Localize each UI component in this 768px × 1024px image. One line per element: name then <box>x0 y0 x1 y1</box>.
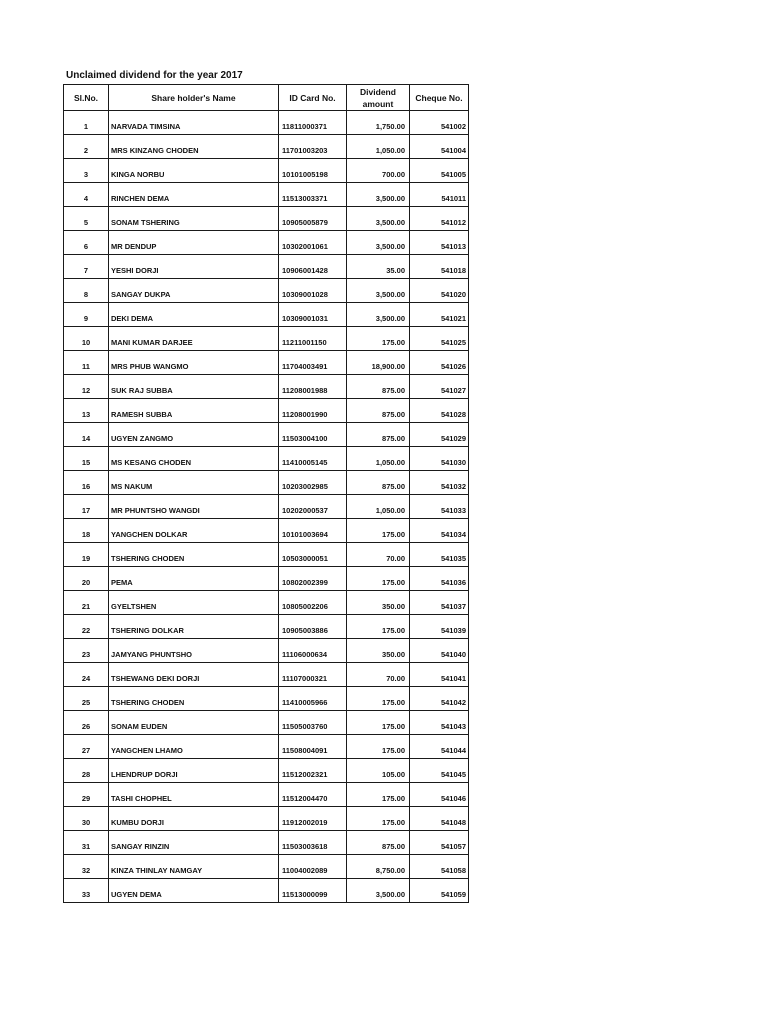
table-row <box>64 855 469 879</box>
table-row <box>64 783 469 807</box>
cell-sl-no: 23 <box>64 639 109 663</box>
table-row <box>64 759 469 783</box>
document-title: Unclaimed dividend for the year 2017 <box>66 70 243 81</box>
cell-id-card-no: 11505003760 <box>279 711 347 735</box>
cell-id-card-no: 10101005198 <box>279 159 347 183</box>
cell-cheque-no: 541013 <box>410 231 469 255</box>
cell-cheque-no: 541027 <box>410 375 469 399</box>
cell-dividend-amount: 70.00 <box>347 543 410 567</box>
header-cheque-no: Cheque No. <box>410 85 469 111</box>
table-row <box>64 687 469 711</box>
cell-sl-no: 8 <box>64 279 109 303</box>
cell-sl-no: 21 <box>64 591 109 615</box>
table-row <box>64 831 469 855</box>
table-row <box>64 543 469 567</box>
cell-id-card-no: 11508004091 <box>279 735 347 759</box>
table-row <box>64 879 469 903</box>
cell-dividend-amount: 175.00 <box>347 807 410 831</box>
table-row <box>64 471 469 495</box>
cell-shareholder-name: YESHI DORJI <box>109 255 279 279</box>
cell-shareholder-name: MRS KINZANG CHODEN <box>109 135 279 159</box>
cell-sl-no: 5 <box>64 207 109 231</box>
cell-sl-no: 32 <box>64 855 109 879</box>
cell-sl-no: 30 <box>64 807 109 831</box>
table-row <box>64 159 469 183</box>
table-row <box>64 663 469 687</box>
cell-cheque-no: 541025 <box>410 327 469 351</box>
cell-shareholder-name: SUK RAJ SUBBA <box>109 375 279 399</box>
cell-id-card-no: 11512002321 <box>279 759 347 783</box>
cell-dividend-amount: 175.00 <box>347 567 410 591</box>
table-row <box>64 231 469 255</box>
cell-shareholder-name: LHENDRUP DORJI <box>109 759 279 783</box>
cell-cheque-no: 541045 <box>410 759 469 783</box>
cell-shareholder-name: TASHI CHOPHEL <box>109 783 279 807</box>
cell-shareholder-name: KUMBU DORJI <box>109 807 279 831</box>
cell-shareholder-name: RINCHEN DEMA <box>109 183 279 207</box>
cell-sl-no: 17 <box>64 495 109 519</box>
cell-id-card-no: 11208001990 <box>279 399 347 423</box>
cell-cheque-no: 541012 <box>410 207 469 231</box>
cell-id-card-no: 11211001150 <box>279 327 347 351</box>
cell-shareholder-name: TSHERING CHODEN <box>109 687 279 711</box>
cell-sl-no: 20 <box>64 567 109 591</box>
cell-cheque-no: 541035 <box>410 543 469 567</box>
cell-dividend-amount: 3,500.00 <box>347 303 410 327</box>
cell-id-card-no: 11503003618 <box>279 831 347 855</box>
cell-shareholder-name: GYELTSHEN <box>109 591 279 615</box>
cell-shareholder-name: UGYEN DEMA <box>109 879 279 903</box>
cell-cheque-no: 541043 <box>410 711 469 735</box>
cell-dividend-amount: 1,050.00 <box>347 135 410 159</box>
cell-cheque-no: 541057 <box>410 831 469 855</box>
cell-id-card-no: 11701003203 <box>279 135 347 159</box>
cell-id-card-no: 11503004100 <box>279 423 347 447</box>
cell-shareholder-name: YANGCHEN DOLKAR <box>109 519 279 543</box>
cell-cheque-no: 541004 <box>410 135 469 159</box>
cell-dividend-amount: 350.00 <box>347 591 410 615</box>
cell-id-card-no: 11513000099 <box>279 879 347 903</box>
table-row <box>64 183 469 207</box>
cell-shareholder-name: SANGAY RINZIN <box>109 831 279 855</box>
cell-shareholder-name: TSHERING CHODEN <box>109 543 279 567</box>
table-row <box>64 279 469 303</box>
cell-cheque-no: 541037 <box>410 591 469 615</box>
cell-cheque-no: 541021 <box>410 303 469 327</box>
cell-sl-no: 12 <box>64 375 109 399</box>
cell-sl-no: 3 <box>64 159 109 183</box>
cell-dividend-amount: 175.00 <box>347 327 410 351</box>
table-row <box>64 327 469 351</box>
cell-sl-no: 14 <box>64 423 109 447</box>
cell-sl-no: 22 <box>64 615 109 639</box>
cell-sl-no: 25 <box>64 687 109 711</box>
cell-id-card-no: 10203002985 <box>279 471 347 495</box>
cell-dividend-amount: 875.00 <box>347 399 410 423</box>
cell-cheque-no: 541002 <box>410 111 469 135</box>
cell-id-card-no: 11106000634 <box>279 639 347 663</box>
cell-shareholder-name: MR DENDUP <box>109 231 279 255</box>
cell-cheque-no: 541042 <box>410 687 469 711</box>
cell-shareholder-name: KINGA NORBU <box>109 159 279 183</box>
cell-dividend-amount: 8,750.00 <box>347 855 410 879</box>
cell-cheque-no: 541041 <box>410 663 469 687</box>
cell-sl-no: 29 <box>64 783 109 807</box>
cell-shareholder-name: SANGAY DUKPA <box>109 279 279 303</box>
cell-dividend-amount: 175.00 <box>347 783 410 807</box>
cell-cheque-no: 541058 <box>410 855 469 879</box>
table-row <box>64 711 469 735</box>
cell-dividend-amount: 3,500.00 <box>347 279 410 303</box>
cell-id-card-no: 11704003491 <box>279 351 347 375</box>
cell-id-card-no: 10309001028 <box>279 279 347 303</box>
cell-sl-no: 15 <box>64 447 109 471</box>
cell-id-card-no: 11512004470 <box>279 783 347 807</box>
cell-id-card-no: 11410005966 <box>279 687 347 711</box>
table-row <box>64 735 469 759</box>
table-header <box>64 85 469 111</box>
cell-sl-no: 9 <box>64 303 109 327</box>
cell-dividend-amount: 1,050.00 <box>347 447 410 471</box>
table-row <box>64 423 469 447</box>
cell-sl-no: 13 <box>64 399 109 423</box>
cell-shareholder-name: SONAM EUDEN <box>109 711 279 735</box>
table-row <box>64 567 469 591</box>
table-row <box>64 591 469 615</box>
cell-sl-no: 33 <box>64 879 109 903</box>
cell-id-card-no: 11912002019 <box>279 807 347 831</box>
cell-sl-no: 1 <box>64 111 109 135</box>
cell-sl-no: 18 <box>64 519 109 543</box>
cell-cheque-no: 541034 <box>410 519 469 543</box>
cell-cheque-no: 541039 <box>410 615 469 639</box>
cell-dividend-amount: 875.00 <box>347 471 410 495</box>
table-row <box>64 639 469 663</box>
cell-sl-no: 7 <box>64 255 109 279</box>
table-row <box>64 447 469 471</box>
cell-id-card-no: 10905003886 <box>279 615 347 639</box>
table-row <box>64 255 469 279</box>
header-shareholder-name: Share holder's Name <box>109 85 279 111</box>
table-row <box>64 807 469 831</box>
table-row <box>64 615 469 639</box>
cell-cheque-no: 541048 <box>410 807 469 831</box>
cell-shareholder-name: TSHERING DOLKAR <box>109 615 279 639</box>
cell-id-card-no: 11004002089 <box>279 855 347 879</box>
cell-id-card-no: 10906001428 <box>279 255 347 279</box>
cell-shareholder-name: PEMA <box>109 567 279 591</box>
table-body <box>64 111 469 903</box>
cell-sl-no: 16 <box>64 471 109 495</box>
table-row <box>64 375 469 399</box>
cell-shareholder-name: TSHEWANG DEKI DORJI <box>109 663 279 687</box>
cell-dividend-amount: 1,750.00 <box>347 111 410 135</box>
cell-cheque-no: 541028 <box>410 399 469 423</box>
cell-shareholder-name: UGYEN ZANGMO <box>109 423 279 447</box>
table-row <box>64 111 469 135</box>
cell-sl-no: 28 <box>64 759 109 783</box>
cell-dividend-amount: 18,900.00 <box>347 351 410 375</box>
cell-id-card-no: 11811000371 <box>279 111 347 135</box>
header-sl-no: Sl.No. <box>64 85 109 111</box>
table-row <box>64 495 469 519</box>
cell-dividend-amount: 175.00 <box>347 735 410 759</box>
cell-shareholder-name: MRS PHUB WANGMO <box>109 351 279 375</box>
cell-dividend-amount: 875.00 <box>347 423 410 447</box>
cell-dividend-amount: 35.00 <box>347 255 410 279</box>
cell-sl-no: 11 <box>64 351 109 375</box>
cell-shareholder-name: SONAM TSHERING <box>109 207 279 231</box>
cell-shareholder-name: DEKI DEMA <box>109 303 279 327</box>
cell-dividend-amount: 1,050.00 <box>347 495 410 519</box>
cell-id-card-no: 10202000537 <box>279 495 347 519</box>
cell-shareholder-name: YANGCHEN LHAMO <box>109 735 279 759</box>
cell-cheque-no: 541030 <box>410 447 469 471</box>
cell-cheque-no: 541059 <box>410 879 469 903</box>
header-row <box>64 85 469 111</box>
cell-sl-no: 26 <box>64 711 109 735</box>
table-row <box>64 135 469 159</box>
cell-id-card-no: 10309001031 <box>279 303 347 327</box>
cell-sl-no: 24 <box>64 663 109 687</box>
cell-dividend-amount: 175.00 <box>347 687 410 711</box>
dividend-table <box>63 84 469 903</box>
cell-dividend-amount: 105.00 <box>347 759 410 783</box>
cell-sl-no: 10 <box>64 327 109 351</box>
table-row <box>64 351 469 375</box>
cell-cheque-no: 541032 <box>410 471 469 495</box>
cell-shareholder-name: JAMYANG PHUNTSHO <box>109 639 279 663</box>
cell-dividend-amount: 875.00 <box>347 375 410 399</box>
table-row <box>64 303 469 327</box>
cell-cheque-no: 541011 <box>410 183 469 207</box>
table-row <box>64 207 469 231</box>
cell-shareholder-name: MR PHUNTSHO WANGDI <box>109 495 279 519</box>
cell-cheque-no: 541044 <box>410 735 469 759</box>
cell-sl-no: 31 <box>64 831 109 855</box>
cell-id-card-no: 10905005879 <box>279 207 347 231</box>
cell-cheque-no: 541005 <box>410 159 469 183</box>
cell-dividend-amount: 3,500.00 <box>347 231 410 255</box>
table-row <box>64 399 469 423</box>
cell-dividend-amount: 175.00 <box>347 615 410 639</box>
cell-dividend-amount: 175.00 <box>347 519 410 543</box>
cell-sl-no: 2 <box>64 135 109 159</box>
cell-id-card-no: 10802002399 <box>279 567 347 591</box>
cell-dividend-amount: 875.00 <box>347 831 410 855</box>
cell-shareholder-name: NARVADA TIMSINA <box>109 111 279 135</box>
cell-dividend-amount: 350.00 <box>347 639 410 663</box>
cell-id-card-no: 10805002206 <box>279 591 347 615</box>
cell-cheque-no: 541026 <box>410 351 469 375</box>
cell-id-card-no: 11208001988 <box>279 375 347 399</box>
cell-shareholder-name: MS NAKUM <box>109 471 279 495</box>
cell-dividend-amount: 700.00 <box>347 159 410 183</box>
cell-id-card-no: 11107000321 <box>279 663 347 687</box>
cell-id-card-no: 11410005145 <box>279 447 347 471</box>
cell-dividend-amount: 175.00 <box>347 711 410 735</box>
cell-dividend-amount: 70.00 <box>347 663 410 687</box>
cell-cheque-no: 541020 <box>410 279 469 303</box>
cell-cheque-no: 541033 <box>410 495 469 519</box>
table-row <box>64 519 469 543</box>
cell-dividend-amount: 3,500.00 <box>347 183 410 207</box>
cell-cheque-no: 541040 <box>410 639 469 663</box>
cell-sl-no: 4 <box>64 183 109 207</box>
cell-shareholder-name: MS KESANG CHODEN <box>109 447 279 471</box>
cell-cheque-no: 541018 <box>410 255 469 279</box>
cell-sl-no: 6 <box>64 231 109 255</box>
cell-id-card-no: 10101003694 <box>279 519 347 543</box>
cell-shareholder-name: KINZA THINLAY NAMGAY <box>109 855 279 879</box>
cell-dividend-amount: 3,500.00 <box>347 879 410 903</box>
cell-cheque-no: 541036 <box>410 567 469 591</box>
cell-dividend-amount: 3,500.00 <box>347 207 410 231</box>
cell-shareholder-name: RAMESH SUBBA <box>109 399 279 423</box>
header-dividend-amount: Dividend amount <box>347 85 410 111</box>
cell-sl-no: 27 <box>64 735 109 759</box>
cell-sl-no: 19 <box>64 543 109 567</box>
cell-id-card-no: 11513003371 <box>279 183 347 207</box>
cell-shareholder-name: MANI KUMAR DARJEE <box>109 327 279 351</box>
cell-cheque-no: 541029 <box>410 423 469 447</box>
cell-id-card-no: 10503000051 <box>279 543 347 567</box>
cell-id-card-no: 10302001061 <box>279 231 347 255</box>
header-id-card-no: ID Card No. <box>279 85 347 111</box>
cell-cheque-no: 541046 <box>410 783 469 807</box>
